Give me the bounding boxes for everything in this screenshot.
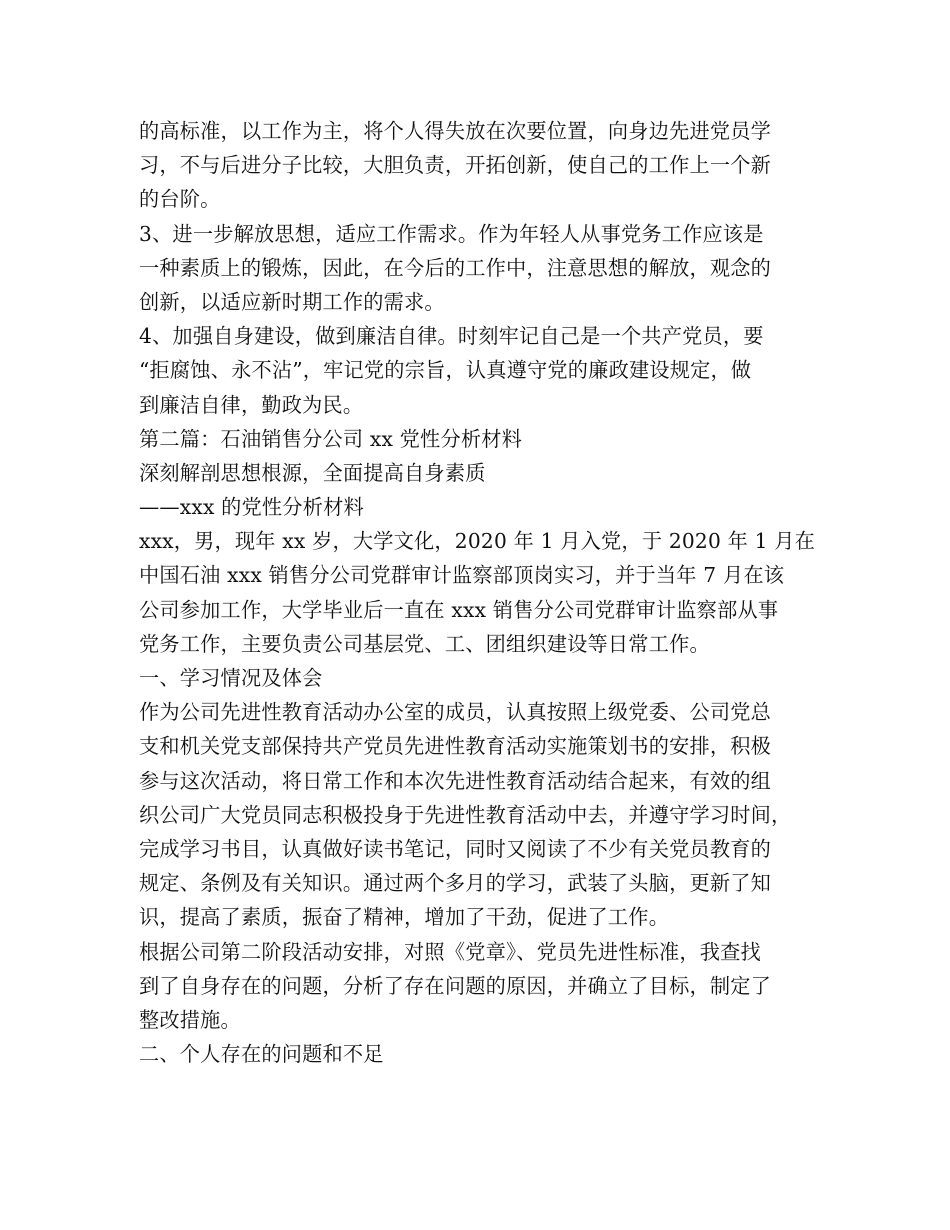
section-heading: 一、学习情况及体会 — [139, 666, 323, 690]
subtitle-line: 深刻解剖思想根源，全面提高自身素质 — [139, 460, 486, 485]
text-line: “拒腐蚀、永不沾”，牢记党的宗旨，认真遵守党的廉政建设规定，做 — [139, 358, 752, 383]
text-line: 的高标准，以工作为主，将个人得失放在次要位置，向身边先进党员学 — [139, 119, 772, 143]
text-line: 参与这次活动，将日常工作和本次先进性教育活动结合起来，有效的组 — [139, 768, 772, 793]
text-line: 习，不与后进分子比较，大胆负责，开拓创新，使自己的工作上一个新 — [139, 153, 772, 178]
text-line: 到廉洁自律，勤政为民。 — [139, 392, 364, 417]
text-line: 3、进一步解放思想，适应工作需求。作为年轻人从事党务工作应该是 — [139, 221, 764, 246]
subtitle-line: ——xxx 的党性分析材料 — [139, 495, 364, 520]
text-line: 创新，以适应新时期工作的需求。 — [139, 289, 445, 314]
document-page — [139, 114, 829, 1071]
text-line: xxx，男，现年 xx 岁，大学文化，2020 年 1 月入党，于 2020 年 1 月在 — [139, 529, 816, 554]
text-line: 规定、条例及有关知识。通过两个多月的学习，武装了头脑，更新了知 — [139, 871, 772, 896]
text-line: 4、加强自身建设，做到廉洁自律。时刻牢记自己是一个共产党员，要 — [139, 324, 764, 349]
text-line: 根据公司第二阶段活动安排，对照《党章》、党员先进性标准，我查找 — [139, 939, 761, 964]
text-line: 党务工作，主要负责公司基层党、工、团组织建设等日常工作。 — [139, 631, 710, 656]
text-line: 支和机关党支部保持共产党员先进性教育活动实施策划书的安排，积极 — [139, 734, 772, 759]
text-line: 一种素质上的锻炼，因此，在今后的工作中，注意思想的解放，观念的 — [139, 255, 772, 280]
text-line: 的台阶。 — [139, 187, 221, 212]
text-line: 作为公司先进性教育活动办公室的成员，认真按照上级党委、公司党总 — [139, 700, 772, 725]
text-line: 织公司广大党员同志积极投身于先进性教育活动中去，并遵守学习时间， — [139, 802, 792, 827]
text-line: 完成学习书目，认真做好读书笔记，同时又阅读了不少有关党员教育的 — [139, 836, 772, 861]
text-line: 公司参加工作，大学毕业后一直在 xxx 销售分公司党群审计监察部从事 — [139, 597, 779, 622]
text-line: 整改措施。 — [139, 1007, 241, 1032]
text-line: 到了自身存在的问题，分析了存在问题的原因，并确立了目标，制定了 — [139, 973, 772, 998]
section-heading: 第二篇：石油销售分公司 xx 党性分析材料 — [139, 426, 522, 451]
section-heading: 二、个人存在的问题和不足 — [139, 1042, 384, 1067]
text-line: 中国石油 xxx 销售分公司党群审计监察部顶岗实习，并于当年 7 月在该 — [139, 563, 785, 588]
text-line: 识，提高了素质，振奋了精神，增加了干劲，促进了工作。 — [139, 905, 670, 930]
